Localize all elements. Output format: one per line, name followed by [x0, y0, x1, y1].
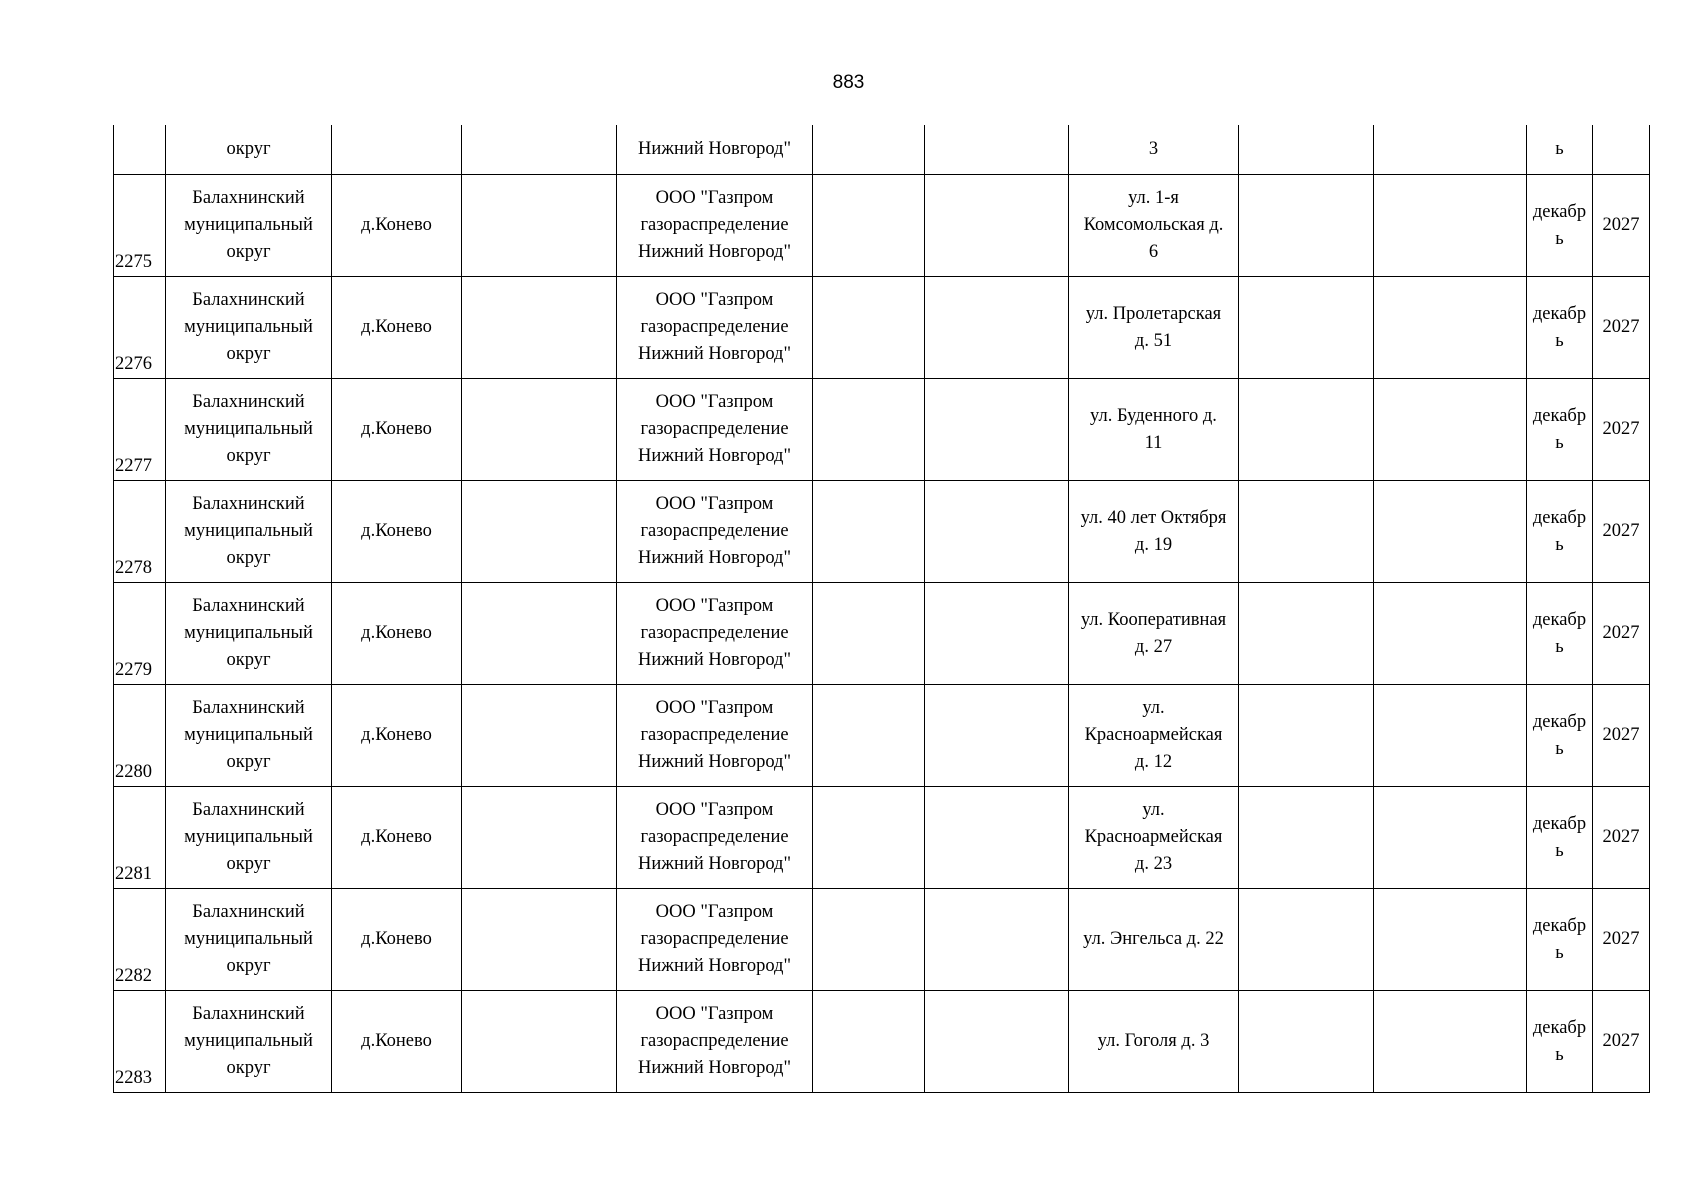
cell-line: ООО "Газпром — [655, 290, 774, 310]
cell-line: Нижний Новгород" — [637, 1058, 792, 1078]
cell-line: декабр — [1532, 915, 1587, 936]
cell-line: Балахнинский — [192, 596, 305, 616]
cell-line: газораспределение — [640, 725, 789, 745]
cell-address: 3 — [1069, 125, 1239, 175]
cell-empty-4 — [1239, 379, 1374, 481]
table-row — [114, 685, 1650, 787]
cell-village: д.Конево — [332, 175, 462, 277]
cell-num: 2280 — [114, 685, 166, 787]
cell-org — [617, 175, 813, 277]
cell-line: д. 12 — [1134, 752, 1173, 772]
cell-empty-4 — [1239, 125, 1374, 175]
cell-district — [166, 685, 332, 787]
cell-line: Нижний Новгород" — [637, 650, 792, 670]
table-row — [114, 379, 1650, 481]
cell-empty-4 — [1239, 991, 1374, 1093]
cell-empty-3 — [925, 889, 1069, 991]
cell-line: муниципальный — [184, 521, 313, 541]
cell-line: Балахнинский — [192, 392, 305, 412]
cell-empty-1 — [462, 175, 617, 277]
cell-num: 2277 — [114, 379, 166, 481]
table-row — [114, 277, 1650, 379]
cell-village: д.Конево — [332, 481, 462, 583]
cell-address — [1069, 583, 1239, 685]
cell-empty-2 — [813, 379, 925, 481]
cell-empty-5 — [1374, 889, 1527, 991]
cell-line: ООО "Газпром — [655, 1004, 774, 1024]
cell-year: 2027 — [1593, 379, 1650, 481]
cell-empty-3 — [925, 379, 1069, 481]
cell-empty-1 — [462, 685, 617, 787]
cell-district — [166, 481, 332, 583]
cell-line: декабр — [1532, 609, 1587, 630]
cell-empty-5 — [1374, 583, 1527, 685]
cell-empty-2 — [813, 685, 925, 787]
cell-line: ул. Кооперативная — [1080, 609, 1227, 630]
cell-num: 2276 — [114, 277, 166, 379]
cell-empty-1 — [462, 481, 617, 583]
cell-line: округ — [226, 956, 271, 976]
cell-empty-2 — [813, 125, 925, 175]
cell-line: ул. 40 лет Октября — [1080, 507, 1227, 528]
cell-empty-2 — [813, 787, 925, 889]
cell-line: ь — [1555, 942, 1564, 963]
table-row — [114, 787, 1650, 889]
cell-empty-4 — [1239, 277, 1374, 379]
cell-line: ул. — [1142, 698, 1165, 718]
cell-line: муниципальный — [184, 215, 313, 235]
cell-month — [1527, 583, 1593, 685]
cell-org — [617, 379, 813, 481]
cell-line: газораспределение — [640, 419, 789, 439]
cell-line: 6 — [1148, 242, 1159, 262]
cell-num: 2278 — [114, 481, 166, 583]
cell-month — [1527, 685, 1593, 787]
table-row — [114, 481, 1650, 583]
cell-empty-5 — [1374, 175, 1527, 277]
cell-empty-3 — [925, 787, 1069, 889]
cell-address — [1069, 787, 1239, 889]
cell-line: ул. Буденного д. — [1090, 405, 1217, 426]
cell-empty-1 — [462, 125, 617, 175]
cell-line: муниципальный — [184, 419, 313, 439]
cell-line: ь — [1555, 228, 1564, 249]
cell-line: ул. — [1142, 800, 1165, 820]
cell-line: Нижний Новгород" — [637, 548, 792, 568]
cell-line: Нижний Новгород" — [637, 446, 792, 466]
cell-line: Нижний Новгород" — [637, 956, 792, 976]
cell-line: 11 — [1144, 432, 1163, 453]
cell-line: Красноармейская — [1084, 827, 1223, 847]
cell-year: 2027 — [1593, 277, 1650, 379]
cell-line: газораспределение — [640, 929, 789, 949]
cell-org — [617, 685, 813, 787]
cell-empty-1 — [462, 991, 617, 1093]
cell-empty-4 — [1239, 175, 1374, 277]
cell-empty-4 — [1239, 583, 1374, 685]
cell-line: Балахнинский — [192, 698, 305, 718]
cell-num — [114, 125, 166, 175]
cell-num: 2275 — [114, 175, 166, 277]
cell-line: Балахнинский — [192, 902, 305, 922]
cell-empty-4 — [1239, 889, 1374, 991]
cell-village: д.Конево — [332, 787, 462, 889]
cell-line: газораспределение — [640, 521, 789, 541]
cell-line: д. 51 — [1134, 330, 1173, 351]
cell-empty-1 — [462, 583, 617, 685]
cell-line: ь — [1555, 840, 1564, 861]
cell-month: ь — [1527, 125, 1593, 175]
cell-empty-5 — [1374, 277, 1527, 379]
table-body — [114, 125, 1650, 1093]
cell-village — [332, 125, 462, 175]
cell-org — [617, 583, 813, 685]
cell-line: Нижний Новгород" — [637, 344, 792, 364]
cell-line: ООО "Газпром — [655, 902, 774, 922]
cell-district — [166, 379, 332, 481]
cell-empty-4 — [1239, 481, 1374, 583]
cell-line: газораспределение — [640, 1031, 789, 1051]
cell-line: декабр — [1532, 303, 1587, 324]
cell-empty-3 — [925, 481, 1069, 583]
cell-address — [1069, 175, 1239, 277]
cell-district — [166, 889, 332, 991]
cell-month — [1527, 991, 1593, 1093]
cell-address — [1069, 277, 1239, 379]
cell-address — [1069, 685, 1239, 787]
cell-line: д. 19 — [1134, 534, 1173, 555]
gas-network-table — [113, 125, 1650, 1093]
cell-line: округ — [226, 242, 271, 262]
cell-year: 2027 — [1593, 583, 1650, 685]
cell-empty-5 — [1374, 991, 1527, 1093]
cell-district — [166, 991, 332, 1093]
cell-line: Нижний Новгород" — [637, 854, 792, 874]
cell-district — [166, 277, 332, 379]
cell-line: округ — [226, 650, 271, 670]
cell-month — [1527, 379, 1593, 481]
cell-empty-5 — [1374, 685, 1527, 787]
cell-line: Балахнинский — [192, 290, 305, 310]
cell-village: д.Конево — [332, 379, 462, 481]
cell-line: д. 27 — [1134, 636, 1173, 657]
cell-line: ООО "Газпром — [655, 392, 774, 412]
cell-month — [1527, 787, 1593, 889]
cell-empty-1 — [462, 787, 617, 889]
cell-address — [1069, 481, 1239, 583]
table-row-continuation — [114, 125, 1650, 175]
cell-line: округ — [226, 1058, 271, 1078]
cell-empty-2 — [813, 277, 925, 379]
cell-org — [617, 991, 813, 1093]
cell-line: округ — [226, 752, 271, 772]
cell-line: ул. Гоголя д. 3 — [1097, 1031, 1210, 1051]
cell-line: округ — [226, 446, 271, 466]
page-number: 883 — [832, 72, 865, 93]
cell-year: 2027 — [1593, 685, 1650, 787]
cell-year: 2027 — [1593, 889, 1650, 991]
cell-village: д.Конево — [332, 889, 462, 991]
cell-line: Балахнинский — [192, 494, 305, 514]
cell-village: д.Конево — [332, 277, 462, 379]
cell-line: Комсомольская д. — [1083, 215, 1224, 235]
cell-empty-1 — [462, 889, 617, 991]
cell-month — [1527, 175, 1593, 277]
table-row — [114, 175, 1650, 277]
cell-empty-5 — [1374, 379, 1527, 481]
cell-empty-5 — [1374, 125, 1527, 175]
cell-year: 2027 — [1593, 991, 1650, 1093]
cell-line: газораспределение — [640, 317, 789, 337]
cell-org — [617, 277, 813, 379]
cell-empty-2 — [813, 583, 925, 685]
cell-month — [1527, 277, 1593, 379]
cell-line: Нижний Новгород" — [637, 242, 792, 262]
cell-line: декабр — [1532, 201, 1587, 222]
cell-address — [1069, 379, 1239, 481]
cell-num: 2283 — [114, 991, 166, 1093]
cell-empty-5 — [1374, 481, 1527, 583]
cell-line: округ — [226, 854, 271, 874]
cell-line: ь — [1555, 738, 1564, 759]
cell-empty-3 — [925, 583, 1069, 685]
cell-year: 2027 — [1593, 787, 1650, 889]
cell-line: Балахнинский — [192, 800, 305, 820]
cell-org — [617, 889, 813, 991]
cell-empty-3 — [925, 685, 1069, 787]
cell-line: ь — [1555, 636, 1564, 657]
cell-line: Нижний Новгород" — [637, 752, 792, 772]
cell-line: д. 23 — [1134, 854, 1173, 874]
cell-line: ООО "Газпром — [655, 494, 774, 514]
cell-month — [1527, 481, 1593, 583]
cell-line: ь — [1555, 330, 1564, 351]
cell-empty-4 — [1239, 787, 1374, 889]
cell-year: 2027 — [1593, 481, 1650, 583]
cell-num: 2282 — [114, 889, 166, 991]
cell-line: муниципальный — [184, 1031, 313, 1051]
cell-line: ул. Энгельса д. 22 — [1083, 929, 1224, 949]
cell-empty-3 — [925, 125, 1069, 175]
table-row — [114, 583, 1650, 685]
cell-num: 2281 — [114, 787, 166, 889]
cell-empty-3 — [925, 991, 1069, 1093]
cell-line: муниципальный — [184, 317, 313, 337]
cell-year — [1593, 125, 1650, 175]
table-row — [114, 991, 1650, 1093]
cell-line: муниципальный — [184, 725, 313, 745]
cell-empty-4 — [1239, 685, 1374, 787]
cell-line: Балахнинский — [192, 1004, 305, 1024]
cell-empty-2 — [813, 175, 925, 277]
cell-empty-2 — [813, 889, 925, 991]
cell-line: ООО "Газпром — [655, 698, 774, 718]
cell-line: муниципальный — [184, 827, 313, 847]
cell-line: ь — [1555, 432, 1564, 453]
cell-line: ь — [1555, 534, 1564, 555]
cell-address — [1069, 991, 1239, 1093]
cell-line: газораспределение — [640, 215, 789, 235]
cell-district: округ — [166, 125, 332, 175]
cell-district — [166, 175, 332, 277]
cell-village: д.Конево — [332, 991, 462, 1093]
cell-month — [1527, 889, 1593, 991]
cell-line: декабр — [1532, 813, 1587, 834]
cell-year: 2027 — [1593, 175, 1650, 277]
cell-line: газораспределение — [640, 827, 789, 847]
cell-line: Красноармейская — [1084, 725, 1223, 745]
cell-empty-3 — [925, 277, 1069, 379]
cell-line: округ — [226, 344, 271, 364]
cell-line: декабр — [1532, 507, 1587, 528]
cell-num: 2279 — [114, 583, 166, 685]
cell-org — [617, 481, 813, 583]
cell-empty-1 — [462, 277, 617, 379]
cell-empty-1 — [462, 379, 617, 481]
cell-village: д.Конево — [332, 583, 462, 685]
cell-empty-3 — [925, 175, 1069, 277]
cell-line: декабр — [1532, 405, 1587, 426]
table-row — [114, 889, 1650, 991]
cell-line: ь — [1555, 1044, 1564, 1065]
cell-line: ООО "Газпром — [655, 800, 774, 820]
cell-empty-2 — [813, 481, 925, 583]
cell-district — [166, 787, 332, 889]
cell-line: муниципальный — [184, 929, 313, 949]
cell-line: округ — [226, 548, 271, 568]
cell-org: Нижний Новгород" — [617, 125, 813, 175]
cell-line: ООО "Газпром — [655, 188, 774, 208]
cell-line: ООО "Газпром — [655, 596, 774, 616]
cell-line: Балахнинский — [192, 188, 305, 208]
cell-empty-5 — [1374, 787, 1527, 889]
cell-org — [617, 787, 813, 889]
cell-empty-2 — [813, 991, 925, 1093]
cell-line: ул. Пролетарская — [1085, 303, 1222, 324]
cell-district — [166, 583, 332, 685]
cell-village: д.Конево — [332, 685, 462, 787]
cell-line: ул. 1-я — [1128, 188, 1179, 208]
cell-line: декабр — [1532, 1017, 1587, 1038]
cell-address — [1069, 889, 1239, 991]
cell-line: газораспределение — [640, 623, 789, 643]
cell-line: декабр — [1532, 711, 1587, 732]
cell-line: муниципальный — [184, 623, 313, 643]
